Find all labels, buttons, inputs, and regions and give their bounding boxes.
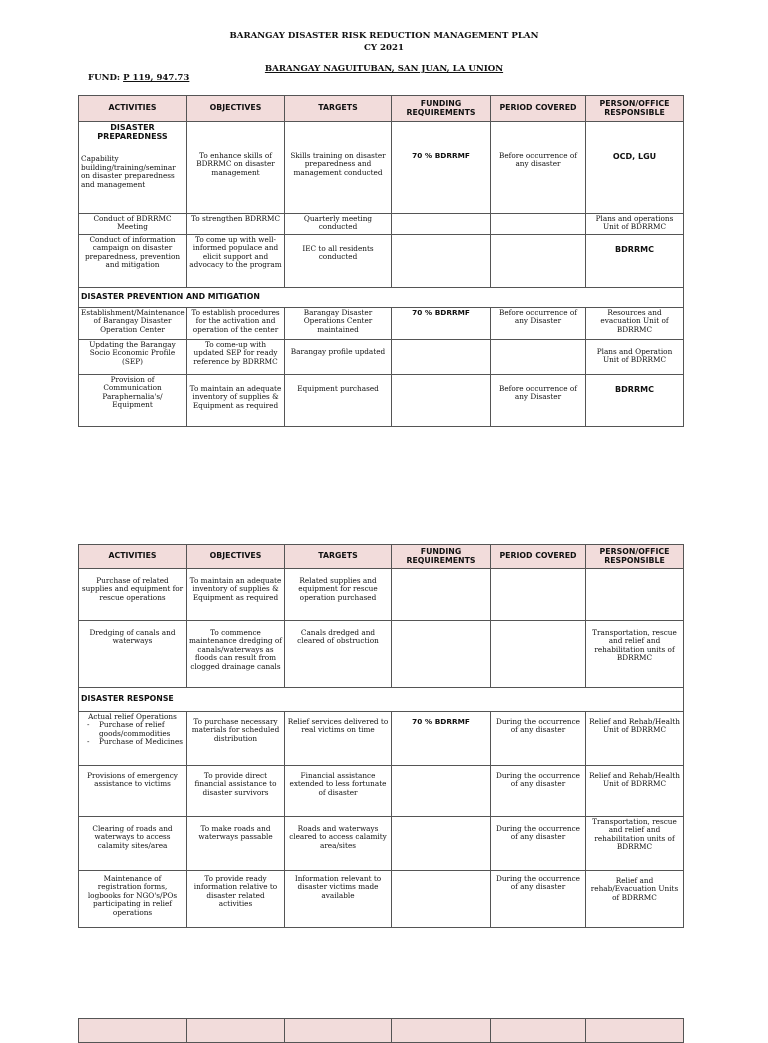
objective-cell: To strengthen BDRRMC	[187, 214, 285, 235]
col-cell	[285, 1019, 392, 1043]
table-row	[79, 766, 684, 817]
activity-cell: Purchase of related supplies and equipment for rescue operations	[79, 569, 187, 621]
list-item: - Purchase of relief goods/commodities	[99, 721, 184, 738]
target-cell: Barangay profile updated	[285, 340, 392, 375]
table-header-row	[79, 545, 684, 569]
funding-cell	[392, 340, 491, 375]
table-row	[79, 214, 684, 235]
funding-cell	[392, 871, 491, 928]
responsible-cell	[586, 569, 684, 621]
funding-cell	[392, 817, 491, 871]
table-row	[79, 621, 684, 688]
table-row	[79, 569, 684, 621]
col-targets: TARGETS	[285, 96, 392, 122]
activity-cell: Updating the Barangay Socio Economic Profile (SEP)	[79, 340, 187, 375]
col-cell	[586, 1019, 684, 1043]
responsible-cell: Plans and operations Unit of BDRRMC	[586, 214, 684, 235]
table-row	[79, 375, 684, 427]
objective-cell: To maintain an adequate inventory of supplies & Equipment as required	[187, 375, 285, 427]
target-cell: Information relevant to disaster victims made available	[285, 871, 392, 928]
responsible-cell: Transportation, rescue and relief and rehabilitation units of BDRRMC	[586, 621, 684, 688]
col-objectives: OBJECTIVES	[187, 545, 285, 569]
table-row	[79, 308, 684, 340]
activity-cell: Establishment/Maintenance of Barangay Disaster Operation Center	[79, 308, 187, 340]
responsible-cell: Resources and evacuation Unit of BDRRMC	[586, 308, 684, 340]
target-cell: IEC to all residents conducted	[285, 235, 392, 288]
activity-cell: Conduct of BDRRMC Meeting	[79, 214, 187, 235]
target-cell: Quarterly meeting conducted	[285, 214, 392, 235]
objective-cell: To come-up with updated SEP for ready reference by BDRRMC	[187, 340, 285, 375]
funding-cell	[392, 569, 491, 621]
period-cell	[491, 340, 586, 375]
table-row	[79, 817, 684, 871]
funding-cell: 70 % BDRRMF	[392, 712, 491, 766]
col-cell	[187, 1019, 285, 1043]
objective-cell: To come up with well-informed populace and elicit support and advocacy to the program	[187, 235, 285, 288]
objective-cell: To purchase necessary materials for scheduled distribution	[187, 712, 285, 766]
col-cell	[79, 1019, 187, 1043]
fund-value: P 119, 947.73	[123, 73, 190, 83]
relief-title: Actual relief Operations	[88, 712, 177, 721]
col-cell	[392, 1019, 491, 1043]
objective-cell: To commence maintenance dredging of canals/waterways as floods can result from clogged drainage canals	[187, 621, 285, 688]
fund-line	[88, 73, 189, 83]
period-cell: During the occurrence of any disaster	[491, 817, 586, 871]
table-row	[79, 871, 684, 928]
period-cell: During the occurrence of any disaster	[491, 712, 586, 766]
period-cell	[491, 569, 586, 621]
activity-cell: Clearing of roads and waterways to access calamity sites/area	[79, 817, 187, 871]
col-responsible: PERSON/OFFICE RESPONSIBLE	[586, 545, 684, 569]
objective-cell: To make roads and waterways passable	[187, 817, 285, 871]
activity-cell: Conduct of information campaign on disaster preparedness, prevention and mitigation	[79, 235, 187, 288]
activity-cell: Maintenance of registration forms, logbooks for NGO's/POs participating in relief operations	[79, 871, 187, 928]
plan-table-1	[78, 95, 684, 427]
target-cell: Barangay Disaster Operations Center maintained	[285, 308, 392, 340]
responsible-cell: Plans and Operation Unit of BDRRMC	[586, 340, 684, 375]
col-funding: FUNDING REQUIREMENTS	[392, 96, 491, 122]
period-cell	[491, 235, 586, 288]
responsible-cell: BDRRMC	[586, 375, 684, 427]
funding-cell	[392, 214, 491, 235]
objective-cell: To establish procedures for the activation and operation of the center	[187, 308, 285, 340]
responsible-cell: Relief and Rehab/Health Unit of BDRRMC	[586, 766, 684, 817]
activity-text: Capability building/training/seminar on disaster preparedness and management	[81, 154, 176, 189]
list-item: - Purchase of Medicines	[99, 738, 184, 746]
target-cell: Roads and waterways cleared to access calamity area/sites	[285, 817, 392, 871]
responsible-cell: OCD, LGU	[586, 122, 684, 214]
activity-cell: Dredging of canals and waterways	[79, 621, 187, 688]
col-period: PERIOD COVERED	[491, 545, 586, 569]
col-activities: ACTIVITIES	[79, 545, 187, 569]
section-response: DISASTER RESPONSE	[79, 688, 684, 712]
period-cell: Before occurrence of any Disaster	[491, 375, 586, 427]
target-cell: Relief services delivered to real victims on time	[285, 712, 392, 766]
plan-table-3-partial	[78, 1018, 684, 1043]
col-funding: FUNDING REQUIREMENTS	[392, 545, 491, 569]
table-row	[79, 340, 684, 375]
col-cell	[491, 1019, 586, 1043]
table-header-row	[79, 1019, 684, 1043]
activity-cell: Provision of Communication Paraphernalia's/ Equipment	[79, 375, 187, 427]
fund-label: FUND:	[88, 73, 121, 83]
target-cell: Financial assistance extended to less fortunate of disaster	[285, 766, 392, 817]
responsible-cell: Relief and Rehab/Health Unit of BDRRMC	[586, 712, 684, 766]
objective-cell: To enhance skills of BDRRMC on disaster management	[187, 122, 285, 214]
period-cell	[491, 214, 586, 235]
activity-cell	[79, 712, 187, 766]
responsible-cell: Transportation, rescue and relief and rehabilitation units of BDRRMC	[586, 817, 684, 871]
table-header-row	[79, 96, 684, 122]
funding-cell	[392, 235, 491, 288]
section-row	[79, 288, 684, 308]
col-responsible: PERSON/OFFICE RESPONSIBLE	[586, 96, 684, 122]
funding-cell	[392, 621, 491, 688]
period-cell: Before occurrence of any Disaster	[491, 308, 586, 340]
table-row	[79, 712, 684, 766]
target-cell: Skills training on disaster preparedness and management conducted	[285, 122, 392, 214]
funding-cell	[392, 375, 491, 427]
barangay-location: BARANGAY NAGUITUBAN, SAN JUAN, LA UNION	[264, 64, 504, 74]
objective-cell: To provide ready information relative to disaster related activities	[187, 871, 285, 928]
plan-title: BARANGAY DISASTER RISK REDUCTION MANAGEMENT PLAN	[229, 31, 539, 41]
period-cell	[491, 621, 586, 688]
period-cell: Before occurrence of any disaster	[491, 122, 586, 214]
section-prevention: DISASTER PREVENTION AND MITIGATION	[79, 288, 684, 308]
responsible-cell: Relief and rehab/Evacuation Units of BDRRMC	[586, 871, 684, 928]
section-preparedness: DISASTER PREPAREDNESS	[97, 123, 168, 142]
objective-cell: To provide direct financial assistance to disaster survivors	[187, 766, 285, 817]
target-cell: Canals dredged and cleared of obstruction	[285, 621, 392, 688]
target-cell: Equipment purchased	[285, 375, 392, 427]
col-activities: ACTIVITIES	[79, 96, 187, 122]
plan-table-2	[78, 544, 684, 928]
period-cell: During the occurrence of any disaster	[491, 766, 586, 817]
funding-cell: 70 % BDRRMF	[392, 122, 491, 214]
col-period: PERIOD COVERED	[491, 96, 586, 122]
col-objectives: OBJECTIVES	[187, 96, 285, 122]
responsible-cell: BDRRMC	[586, 235, 684, 288]
period-cell: During the occurrence of any disaster	[491, 871, 586, 928]
activity-cell	[79, 122, 187, 214]
target-cell: Related supplies and equipment for rescue operation purchased	[285, 569, 392, 621]
table-row	[79, 122, 684, 214]
funding-cell	[392, 766, 491, 817]
section-row	[79, 688, 684, 712]
activity-cell: Provisions of emergency assistance to victims	[79, 766, 187, 817]
relief-list	[81, 721, 184, 746]
col-targets: TARGETS	[285, 545, 392, 569]
objective-cell: To maintain an adequate inventory of supplies & Equipment as required	[187, 569, 285, 621]
plan-year: CY 2021	[364, 43, 404, 53]
table-row	[79, 235, 684, 288]
funding-cell: 70 % BDRRMF	[392, 308, 491, 340]
